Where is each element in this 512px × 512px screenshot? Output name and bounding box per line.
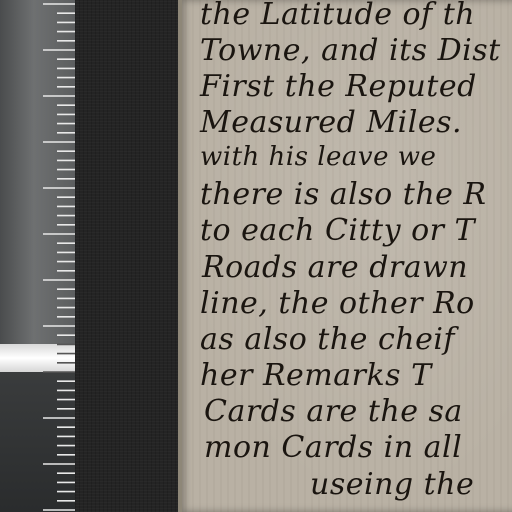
text-line-5: with his leave we <box>200 142 437 172</box>
text-line-9: line, the other Ro <box>200 286 475 321</box>
text-line-11: her Remarks T <box>200 358 432 393</box>
text-line-13: mon Cards in all <box>204 430 463 465</box>
text-line-8: Roads are drawn <box>202 250 469 285</box>
backing-cloth <box>75 0 178 512</box>
text-line-6: there is also the R <box>200 177 487 212</box>
manuscript-page <box>178 0 512 512</box>
ruler-ticks <box>0 0 75 512</box>
text-line-10: as also the cheif <box>200 322 456 357</box>
measuring-ruler <box>0 0 75 512</box>
text-line-12: Cards are the sa <box>204 394 463 429</box>
text-line-2: Towne, and its Dist <box>200 33 501 68</box>
text-line-3: First the Reputed <box>200 69 477 104</box>
text-line-7: to each Citty or T <box>200 213 476 248</box>
text-line-4: Measured Miles. <box>200 105 463 140</box>
text-line-1: the Latitude of th <box>200 0 476 32</box>
text-line-14: useing the <box>310 467 475 502</box>
page-edge <box>178 0 182 512</box>
text-block <box>200 0 512 512</box>
